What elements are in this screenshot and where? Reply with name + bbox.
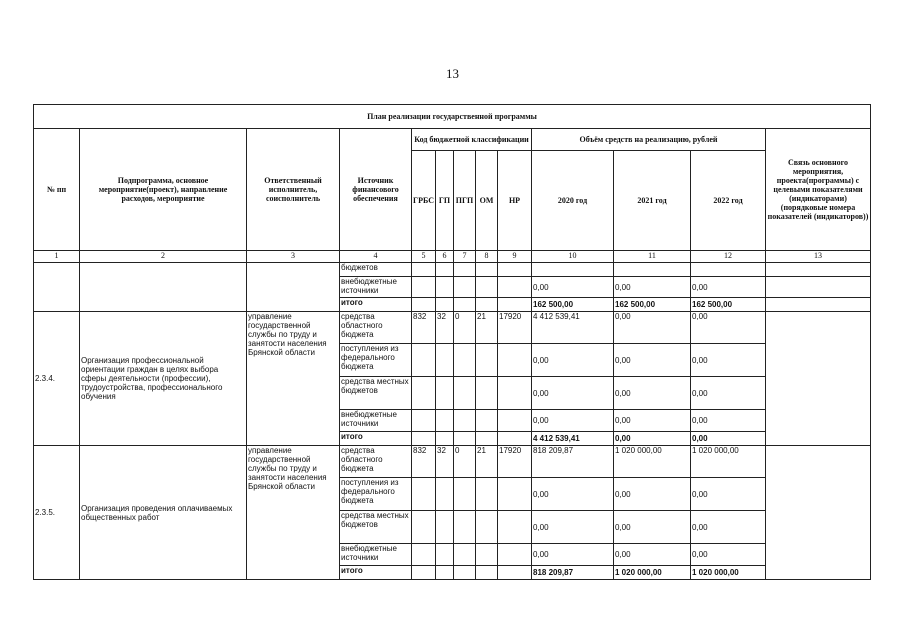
value-2022: 0,00 <box>691 478 766 511</box>
program-plan-table <box>33 104 871 580</box>
header-2022: 2022 год <box>691 151 766 251</box>
header-pgp: ПГП <box>454 151 476 251</box>
source-cell: поступления из федерального бюджета <box>340 344 412 377</box>
value-2020: 818 209,87 <box>532 446 614 478</box>
code-np: 17920 <box>498 312 532 344</box>
header-volume: Объём средств на реализацию, рублей <box>532 129 766 151</box>
code-om: 21 <box>476 446 498 478</box>
total-2020: 4 412 539,41 <box>532 432 614 446</box>
col-num: 3 <box>247 251 340 263</box>
value-2021: 0,00 <box>614 478 691 511</box>
source-cell: внебюджетные источники <box>340 277 412 298</box>
page-number: 13 <box>446 66 459 81</box>
code-gp: 32 <box>436 446 454 478</box>
code-grbs: 832 <box>412 312 436 344</box>
table-title: План реализации государственной программы <box>34 105 871 129</box>
header-np: НР <box>498 151 532 251</box>
col-num: 1 <box>34 251 80 263</box>
col-num: 13 <box>766 251 871 263</box>
value-2020: 4 412 539,41 <box>532 312 614 344</box>
header-source: Источник финансового обеспечения <box>340 129 412 251</box>
value-2020: 0,00 <box>532 410 614 432</box>
value-2021: 0,00 <box>614 377 691 410</box>
code-pgp: 0 <box>454 312 476 344</box>
total-2022: 1 020 000,00 <box>691 566 766 580</box>
col-num: 7 <box>454 251 476 263</box>
source-cell: средства местных бюджетов <box>340 377 412 410</box>
col-num: 10 <box>532 251 614 263</box>
section-number: 2.3.4. <box>34 312 80 446</box>
col-num: 8 <box>476 251 498 263</box>
total-2021: 162 500,00 <box>614 298 691 312</box>
value-2022: 0,00 <box>691 410 766 432</box>
code-grbs: 832 <box>412 446 436 478</box>
header-grbs: ГРБС <box>412 151 436 251</box>
header-subprogram: Подпрограмма, основное мероприятие(проект), направление расходов, мероприятие <box>80 129 247 251</box>
value-2020: 0,00 <box>532 377 614 410</box>
code-gp: 32 <box>436 312 454 344</box>
value-2021: 1 020 000,00 <box>614 446 691 478</box>
value-2020: 0,00 <box>532 478 614 511</box>
source-total: итого <box>340 566 412 580</box>
col-num: 6 <box>436 251 454 263</box>
total-2021: 1 020 000,00 <box>614 566 691 580</box>
value-2020: 0,00 <box>532 511 614 544</box>
section-link <box>766 446 871 580</box>
value-2022: 0,00 <box>691 511 766 544</box>
source-cell: средства областного бюджета <box>340 312 412 344</box>
header-om: ОМ <box>476 151 498 251</box>
source-cell: внебюджетные источники <box>340 544 412 566</box>
value-2022: 0,00 <box>691 277 766 298</box>
header-2021: 2021 год <box>614 151 691 251</box>
source-total: итого <box>340 298 412 312</box>
value-2021: 0,00 <box>614 544 691 566</box>
col-num: 11 <box>614 251 691 263</box>
total-2020: 162 500,00 <box>532 298 614 312</box>
source-cell: средства областного бюджета <box>340 446 412 478</box>
value-2020: 0,00 <box>532 344 614 377</box>
value-2021: 0,00 <box>614 312 691 344</box>
section-link <box>766 312 871 446</box>
col-num: 12 <box>691 251 766 263</box>
col-num: 2 <box>80 251 247 263</box>
col-num: 5 <box>412 251 436 263</box>
value-2021: 0,00 <box>614 410 691 432</box>
value-2022: 0,00 <box>691 312 766 344</box>
code-np: 17920 <box>498 446 532 478</box>
header-budget-code: Код бюджетной классификации <box>412 129 532 151</box>
cont-executor <box>247 263 340 312</box>
source-cell: средства местных бюджетов <box>340 511 412 544</box>
total-2022: 162 500,00 <box>691 298 766 312</box>
cont-name <box>80 263 247 312</box>
source-cell: бюджетов <box>340 263 412 277</box>
value-2021: 0,00 <box>614 277 691 298</box>
section-number: 2.3.5. <box>34 446 80 580</box>
value-2020: 0,00 <box>532 544 614 566</box>
value-2020: 0,00 <box>532 277 614 298</box>
total-2021: 0,00 <box>614 432 691 446</box>
header-executor: Ответственный исполнитель, соисполнитель <box>247 129 340 251</box>
value-2021: 0,00 <box>614 344 691 377</box>
section-executor: управление государственной службы по труду и занятости населения Брянской области <box>247 446 340 580</box>
value-2022: 0,00 <box>691 544 766 566</box>
total-2022: 0,00 <box>691 432 766 446</box>
value-2021: 0,00 <box>614 511 691 544</box>
source-cell: внебюджетные источники <box>340 410 412 432</box>
column-numbers-row <box>34 251 871 263</box>
code-pgp: 0 <box>454 446 476 478</box>
header-2020: 2020 год <box>532 151 614 251</box>
section-executor: управление государственной службы по труду и занятости населения Брянской области <box>247 312 340 446</box>
source-cell: поступления из федерального бюджета <box>340 478 412 511</box>
header-link: Связь основного мероприятия, проекта(программы) с целевыми показателями (индикаторами) (порядковые номера показателей (индикаторов)) <box>766 129 871 251</box>
code-om: 21 <box>476 312 498 344</box>
section-name: Организация проведения оплачиваемых общественных работ <box>80 446 247 580</box>
value-2022: 1 020 000,00 <box>691 446 766 478</box>
value-2022: 0,00 <box>691 377 766 410</box>
col-num: 4 <box>340 251 412 263</box>
section-name: Организация профессиональной ориентации граждан в целях выбора сферы деятельности (профессии), трудоустройства, профессионального обучения <box>80 312 247 446</box>
cont-num <box>34 263 80 312</box>
value-2022: 0,00 <box>691 344 766 377</box>
total-2020: 818 209,87 <box>532 566 614 580</box>
col-num: 9 <box>498 251 532 263</box>
source-total: итого <box>340 432 412 446</box>
header-n-pp: № пп <box>34 129 80 251</box>
header-gp: ГП <box>436 151 454 251</box>
